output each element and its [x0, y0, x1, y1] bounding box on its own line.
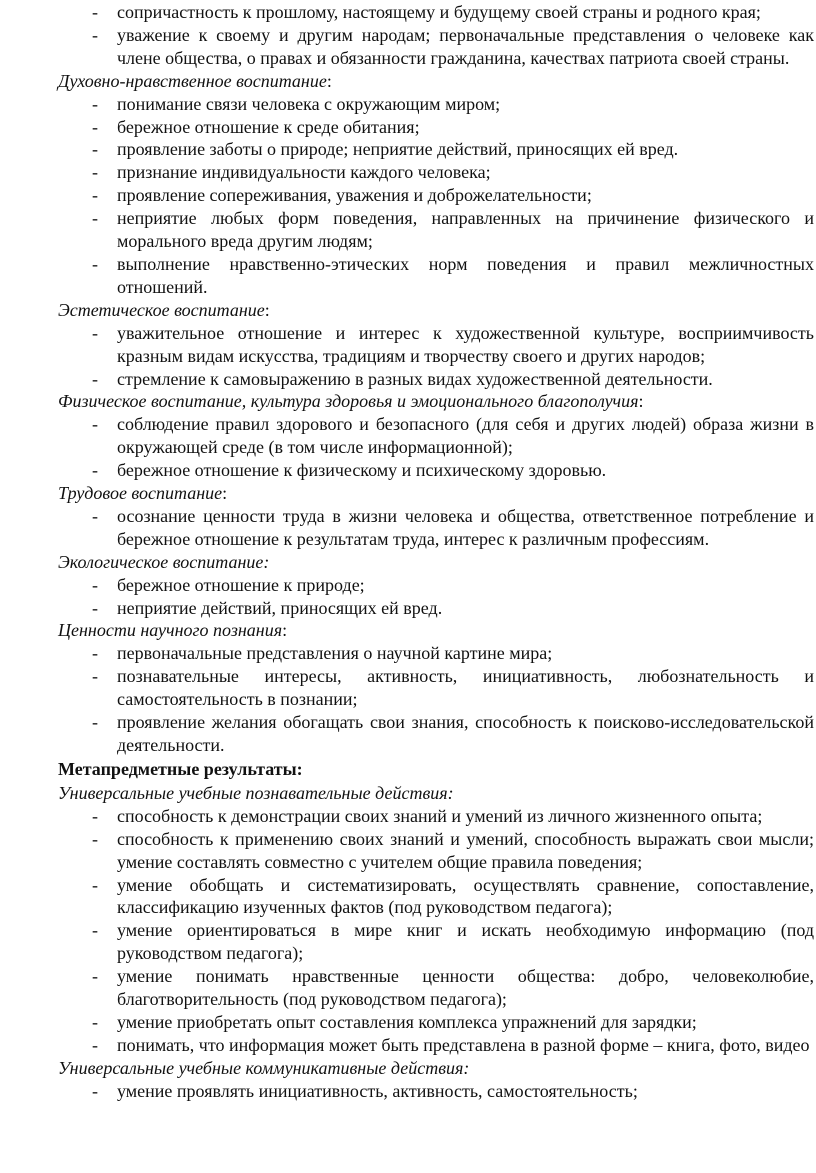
list-item-text: бережное отношение к среде обитания;	[117, 116, 420, 137]
list-item	[92, 965, 814, 1011]
list-item-text: уважение к своему и другим народам; первоначальные представления о человеке как члене общества, о правах и обязанности гражданина, качествах патриота своей страны.	[117, 24, 814, 68]
section-heading	[58, 70, 814, 93]
meta-section-heading	[58, 782, 814, 805]
bullet-list	[58, 322, 814, 391]
dash-bullet: -	[92, 643, 98, 664]
bullet-list	[58, 93, 814, 299]
list-item	[92, 805, 814, 828]
list-item-text: соблюдение правил здорового и безопасного (для себя и других людей) образа жизни в окружающей среде (в том числе информационной);	[117, 414, 814, 458]
dash-bullet: -	[92, 574, 98, 595]
list-item	[92, 1080, 814, 1103]
dash-bullet: -	[92, 185, 98, 206]
section-heading-text: Универсальные учебные познавательные действия:	[58, 782, 454, 803]
list-item	[92, 642, 814, 665]
dash-bullet: -	[92, 874, 98, 895]
list-item	[92, 93, 814, 116]
list-item	[92, 665, 814, 711]
list-item-text: способность к применению своих знаний и умений, способность выражать свои мысли; умение составлять совместно с учителем общие правила поведения;	[117, 828, 814, 872]
section-heading	[58, 619, 814, 642]
list-item-text: неприятие любых форм поведения, направленных на причинение физического и морального вреда другим людям;	[117, 208, 814, 252]
list-item-text: признание индивидуальности каждого человека;	[117, 162, 491, 183]
list-item	[92, 1034, 814, 1057]
list-item	[92, 828, 814, 874]
list-item-text: способность к демонстрации своих знаний и умений из личного жизненного опыта;	[117, 805, 763, 826]
list-item	[92, 874, 814, 920]
list-item	[92, 24, 814, 70]
dash-bullet: -	[92, 2, 98, 22]
dash-bullet: -	[92, 712, 98, 733]
list-item	[92, 413, 814, 459]
dash-bullet: -	[92, 414, 98, 435]
dash-bullet: -	[92, 322, 98, 343]
list-item-text: осознание ценности труда в жизни человека и общества, ответственное потребление и бережное отношение к результатам труда, интерес к различным профессиям.	[117, 505, 814, 549]
list-item	[92, 711, 814, 757]
list-item-text: уважительное отношение и интерес к художественной культуре, восприимчивость кразным видам искусства, традициям и творчеству своего и других народов;	[117, 322, 814, 366]
list-item-text: познавательные интересы, активность, инициативность, любознательность и самостоятельность в познании;	[117, 666, 814, 710]
list-item	[92, 505, 814, 551]
dash-bullet: -	[92, 597, 98, 618]
list-item-text: проявление заботы о природе; неприятие действий, приносящих ей вред.	[117, 139, 679, 160]
dash-bullet: -	[92, 1080, 98, 1101]
dash-bullet: -	[92, 24, 98, 45]
section-heading-text: Физическое воспитание, культура здоровья и эмоционального благополучия	[58, 391, 639, 412]
bullet-list	[58, 1080, 814, 1103]
dash-bullet: -	[92, 805, 98, 826]
list-item	[92, 1011, 814, 1034]
dash-bullet: -	[92, 460, 98, 481]
bullet-list	[58, 505, 814, 551]
list-item-text: бережное отношение к природе;	[117, 574, 365, 595]
list-item	[92, 184, 814, 207]
meta-section-heading	[58, 1057, 814, 1080]
dash-bullet: -	[92, 116, 98, 137]
list-item-text: проявление желания обогащать свои знания, способность к поисково-исследовательской деятельности.	[117, 712, 814, 755]
list-item-text: умение обобщать и систематизировать, осуществлять сравнение, сопоставление, классификацию изученных фактов (под руководством педагога);	[117, 874, 814, 918]
list-item	[92, 161, 814, 184]
list-item	[92, 207, 814, 253]
list-item-text: неприятие действий, приносящих ей вред.	[117, 597, 443, 618]
dash-bullet: -	[92, 1011, 98, 1032]
list-item	[92, 597, 814, 620]
list-item	[92, 116, 814, 139]
list-item	[92, 1, 814, 24]
bullet-list	[58, 805, 814, 1057]
list-item	[92, 322, 814, 368]
list-item	[92, 459, 814, 482]
section-heading	[58, 551, 814, 574]
list-item	[92, 919, 814, 965]
heading-colon: :	[282, 620, 288, 641]
list-item	[92, 253, 814, 299]
list-item-text: понимать, что информация может быть представлена в разной форме – книга, фото, видео	[117, 1034, 810, 1055]
list-item-text: умение проявлять инициативность, активность, самостоятельность;	[117, 1080, 638, 1101]
section-heading-text: Трудовое воспитание	[58, 483, 223, 504]
list-item-text: сопричастность к прошлому, настоящему и будущему своей страны и родного края;	[117, 2, 761, 22]
dash-bullet: -	[92, 828, 98, 849]
meta-results-heading: Метапредметные результаты:	[58, 758, 303, 779]
list-item-text: понимание связи человека с окружающим миром;	[117, 93, 501, 114]
list-item	[92, 574, 814, 597]
bullet-list	[58, 413, 814, 482]
dash-bullet: -	[92, 368, 98, 389]
list-item-text: умение понимать нравственные ценности общества: добро, человеколюбие, благотворительность (под руководством педагога);	[117, 966, 814, 1010]
dash-bullet: -	[92, 1034, 98, 1055]
section-heading-text: Универсальные учебные коммуникативные действия:	[58, 1057, 470, 1078]
dash-bullet: -	[92, 162, 98, 183]
section-heading	[58, 299, 814, 322]
list-item-text: бережное отношение к физическому и психическому здоровью.	[117, 460, 607, 481]
dash-bullet: -	[92, 505, 98, 526]
list-item-text: умение приобретать опыт составления комплекса упражнений для зарядки;	[117, 1011, 697, 1032]
section-heading	[58, 482, 814, 505]
section-heading-text: Эстетическое воспитание	[58, 299, 265, 320]
list-item-text: стремление к самовыражению в разных видах художественной деятельности.	[117, 368, 713, 389]
section-heading-text: Экологическое воспитание:	[58, 551, 270, 572]
list-item-text: проявление сопереживания, уважения и доброжелательности;	[117, 185, 592, 206]
bullet-list	[58, 574, 814, 620]
bullet-list	[58, 1, 814, 70]
list-item	[92, 138, 814, 161]
heading-colon: :	[222, 483, 228, 504]
dash-bullet: -	[92, 666, 98, 687]
dash-bullet: -	[92, 966, 98, 987]
heading-colon: :	[326, 70, 332, 91]
dash-bullet: -	[92, 920, 98, 941]
dash-bullet: -	[92, 139, 98, 160]
bullet-list	[58, 642, 814, 757]
list-item	[92, 368, 814, 391]
list-item-text: умение ориентироваться в мире книг и искать необходимую информацию (под руководством педагога);	[117, 920, 814, 964]
list-item-text: выполнение нравственно-этических норм поведения и правил межличностных отношений.	[117, 253, 814, 297]
dash-bullet: -	[92, 208, 98, 229]
section-heading	[58, 390, 814, 413]
dash-bullet: -	[92, 93, 98, 114]
heading-colon: :	[638, 391, 644, 412]
section-heading-text: Ценности научного познания	[58, 620, 283, 641]
dash-bullet: -	[92, 253, 98, 274]
section-heading-text: Духовно-нравственное воспитание	[58, 70, 327, 91]
heading-colon: :	[264, 299, 270, 320]
list-item-text: первоначальные представления о научной картине мира;	[117, 643, 553, 664]
